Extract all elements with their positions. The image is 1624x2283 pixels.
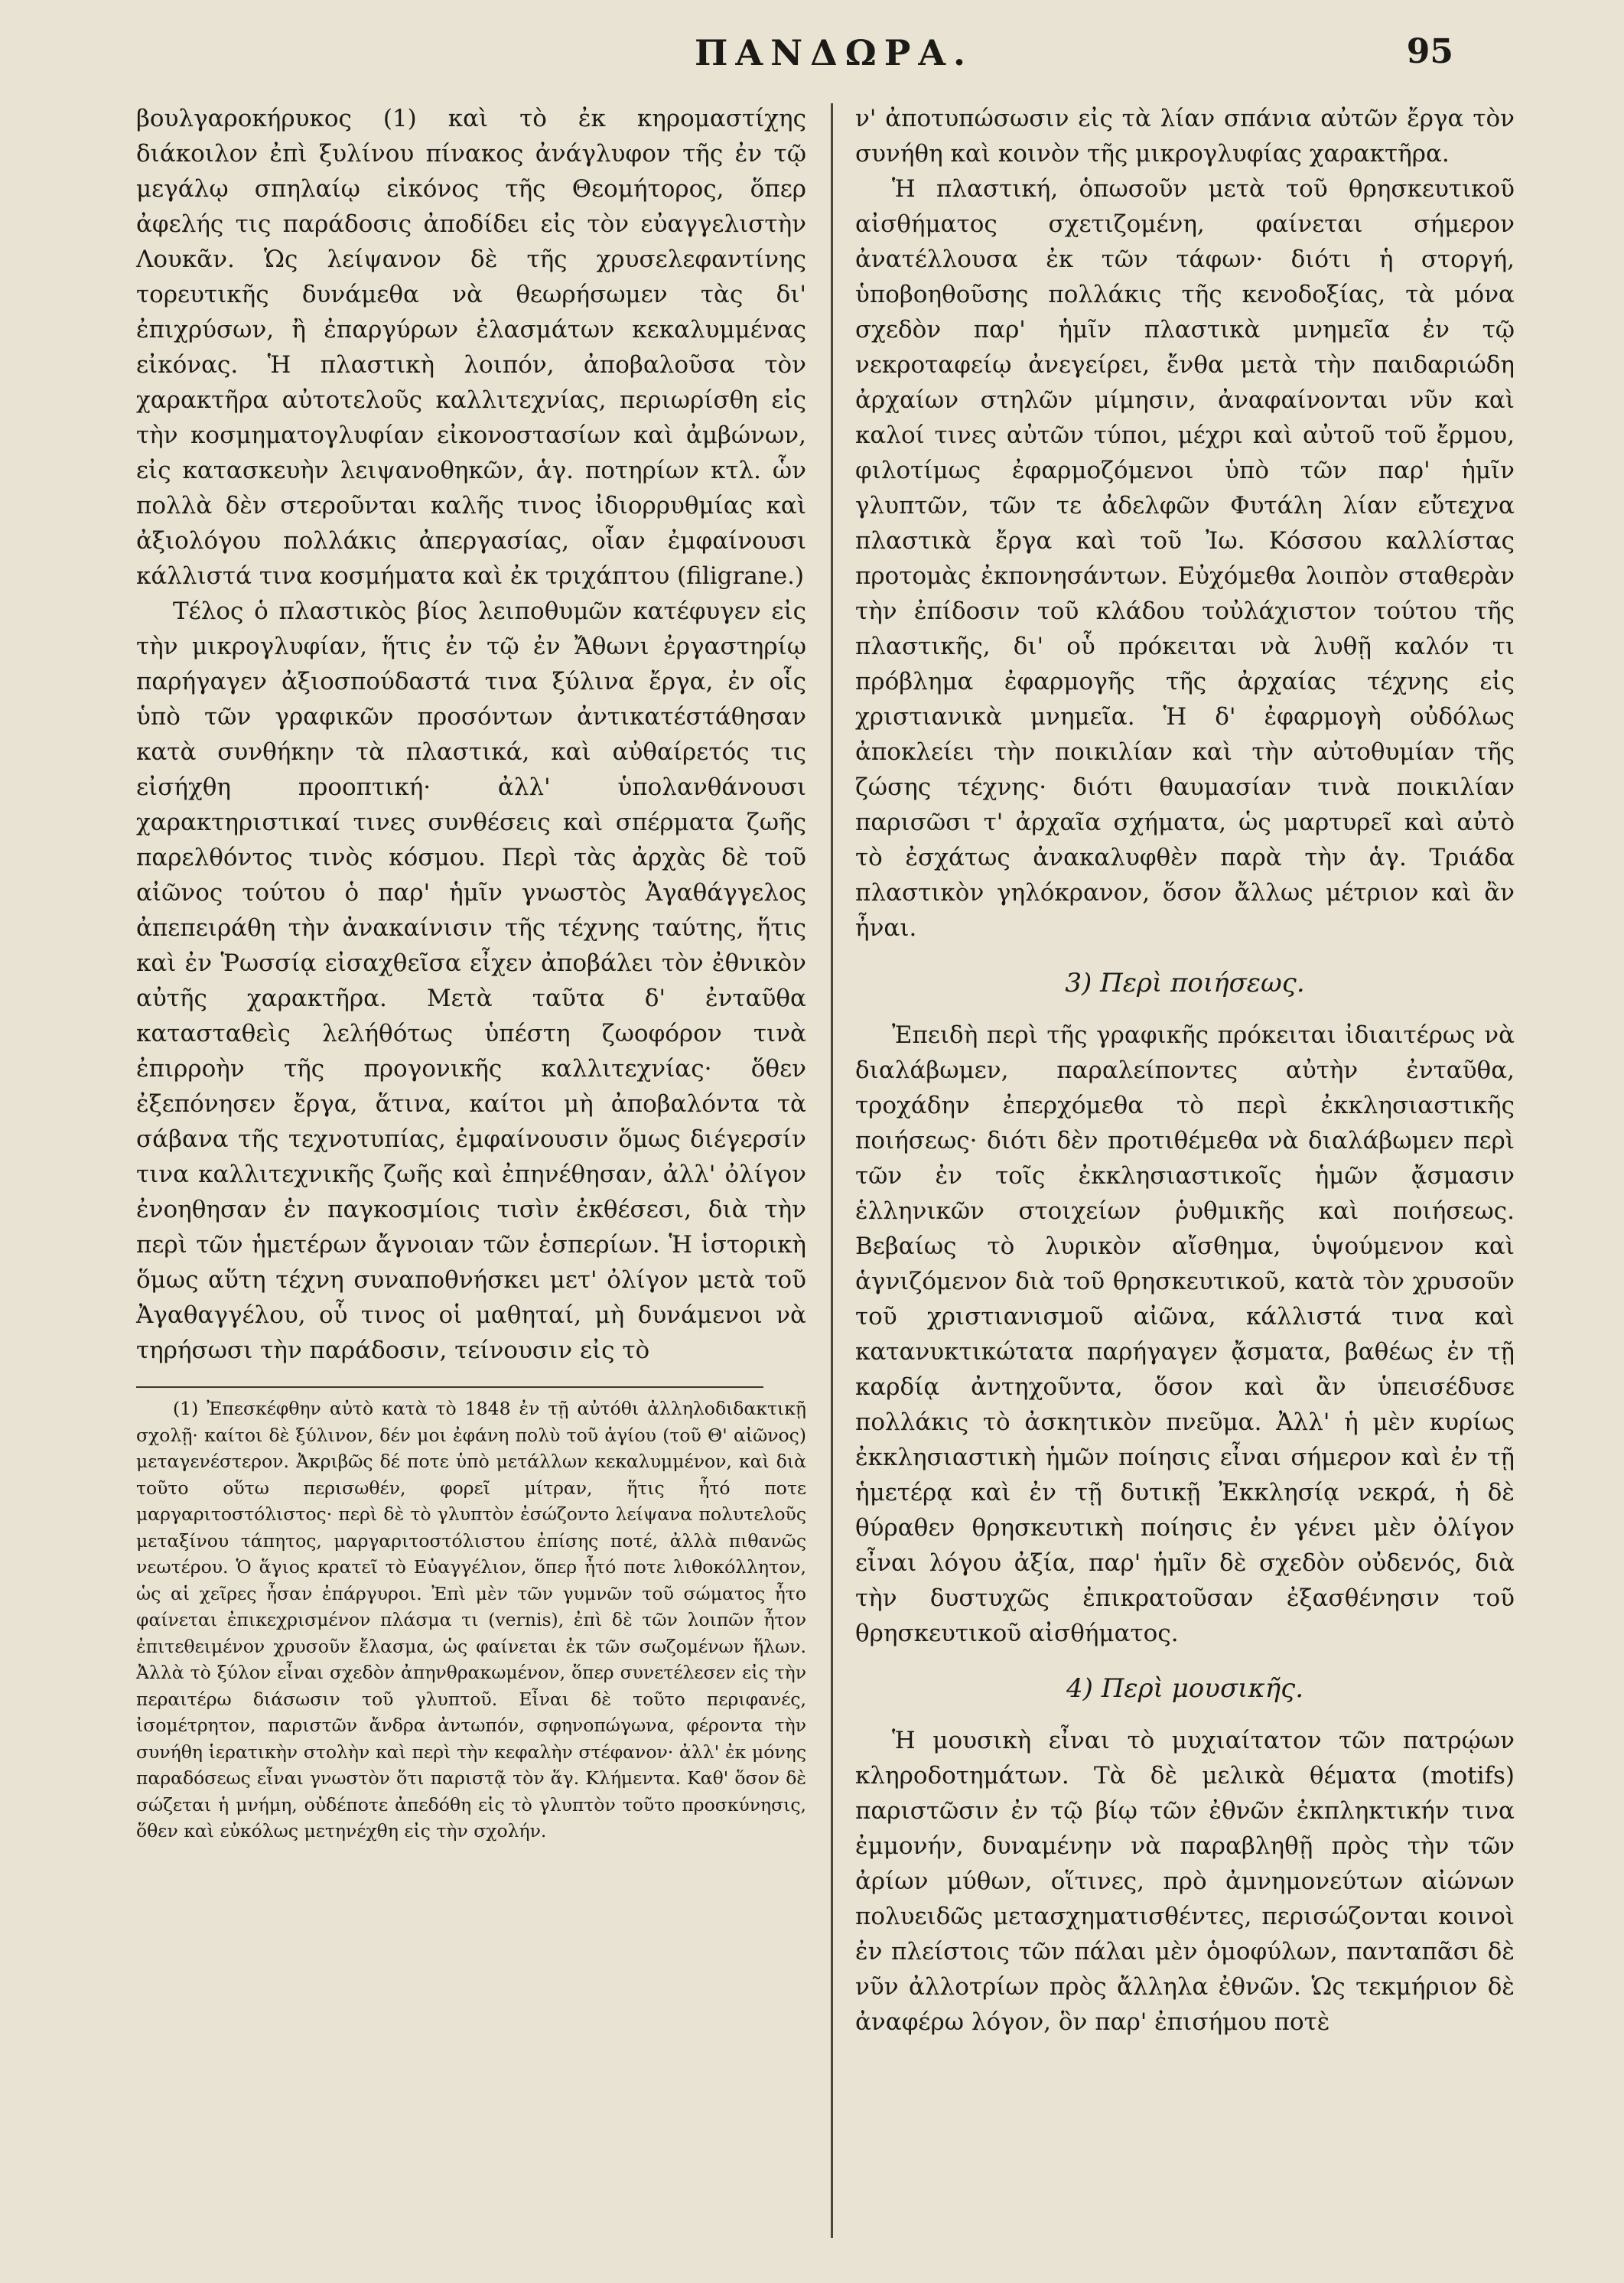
paragraph: βουλγαροκήρυκος (1) καὶ τὸ ἐκ κηρομαστίχης διάκοιλον ἐπὶ ξυλίνου πίνακος ἀνάγλυφον τῆς ἐν τῷ μεγάλῳ σπηλαίῳ εἰκόνος τῆς Θεομήτορος, ὅπερ ἀφελής τις παράδοσις ἀποδίδει εἰς τὸν εὐαγγελιστὴν Λουκᾶν. Ὡς λείψανον δὲ τῆς χρυσελεφαντίνης τορευτικῆς δυνάμεθα νὰ θεωρήσωμεν τὰς δι' ἐπιχρύσων, ἢ ἐπαργύρων ἐλασμάτων κεκαλυμμένας εἰκόνας. Ἡ πλαστικὴ λοιπόν, ἀποβαλοῦσα τὸν χαρακτῆρα αὐτοτελοῦς καλλιτεχνίας, περιωρίσθη εἰς τὴν κοσμηματογλυφίαν εἰκονοστασίων καὶ ἀμβώνων, εἰς κατασκευὴν λειψανοθηκῶν, ἁγ. ποτηρίων κτλ. ὧν πολλὰ δὲν στεροῦνται καλῆς τινος ἰδιορρυθμίας καὶ ἀξιολόγου πολλάκις ἀπεργασίας, οἷαν ἐμφαίνουσι κάλλιστά τινα κοσμήματα καὶ ἐκ τριχάπτου (filigrane.) (136, 105, 806, 590)
right-column (855, 101, 1515, 2040)
left-column (136, 101, 806, 1845)
page-number: 95 (1406, 32, 1453, 71)
paragraph: Ἡ πλαστική, ὁπωσοῦν μετὰ τοῦ θρησκευτικοῦ αἰσθήματος σχετιζομένη, φαίνεται σήμερον ἀνατέλλουσα ἐκ τῶν τάφων· διότι ἡ στοργή, ὑποβοηθοῦσης πολλάκις τῆς κενοδοξίας, τὰ μόνα σχεδὸν παρ' ἡμῖν πλαστικὰ μνημεῖα ἐν τῷ νεκροταφείῳ ἀνεγείρει, ἔνθα μετὰ τὴν παιδαριώδη ἀρχαίων στηλῶν μίμησιν, ἀναφαίνονται νῦν καὶ καλοί τινες αὐτῶν τύποι, μέχρι καὶ αὐτοῦ τοῦ ἔρμου, φιλοτίμως ἐφαρμοζόμενοι ὑπὸ τῶν παρ' ἡμῖν γλυπτῶν, τῶν τε ἀδελφῶν Φυτάλη λίαν εὔτεχνα πλαστικὰ ἔργα καὶ τοῦ Ἰω. Κόσσου καλλίστας προτομὰς ἐκπονησάντων. Εὐχόμεθα λοιπὸν σταθερὰν τὴν ἐπίδοσιν τοῦ κλάδου τοὐλάχιστον τούτου τῆς πλαστικῆς, δι' οὗ πρόκειται νὰ λυθῇ καλόν τι πρόβλημα ἐφαρμογῆς τῆς ἀρχαίας τέχνης εἰς χριστιανικὰ μνημεῖα. Ἡ δ' ἐφαρμογὴ οὐδόλως ἀποκλείει τὴν ποικιλίαν καὶ τὴν αὐτοθυμίαν τῆς ζώσης τέχνης· διότι θαυμασίαν τινὰ ποικιλίαν παρισῶσι τ' ἀρχαῖα σχήματα, ὡς μαρτυρεῖ καὶ αὐτὸ τὸ ἐσχάτως ἀνακαλυφθὲν παρὰ τὴν ἁγ. Τριάδα πλαστικὸν γηλόκρανον, ὅσον ἄλλως μέτριον καὶ ἂν ἦναι. (855, 175, 1515, 942)
footnote: (1) Ἐπεσκέφθην αὐτὸ κατὰ τὸ 1848 ἐν τῇ αὐτόθι ἀλληλοδιδακτικῇ σχολῇ· καίτοι δὲ ξύλινον, δέν μοι ἐφάνη πολὺ τοῦ ἁγίου (τοῦ Θ' αἰῶνος) μεταγενέστερον. Ἀκριβῶς δέ ποτε ὑπὸ μετάλλων κεκαλυμμένον, καὶ διὰ τοῦτο οὕτω περισωθέν, φορεῖ μίτραν, ἥτις ἦτό ποτε μαργαριτοστόλιστος· περὶ δὲ τὸ γλυπτὸν ἐσώζοντο λείψανα πολυτελοῦς μεταξίνου τάπητος, μαργαριτοστόλιστου ἐπίσης ποτέ, ἀλλὰ πιθανῶς νεωτέρου. Ὁ ἅγιος κρατεῖ τὸ Εὐαγγέλιον, ὅπερ ἦτό ποτε λιθοκόλλητον, ὡς αἱ χεῖρες ἦσαν ἐπάργυροι. Ἐπὶ μὲν τῶν γυμνῶν τοῦ σώματος ἦτο φαίνεται ἐπικεχρισμένον πλάσμα τι (vernis), ἐπὶ δὲ τῶν λοιπῶν ἦτον ἐπιτεθειμένον χρυσοῦν ἔλασμα, ὡς φαίνεται ἐκ τῶν σωζομένων ἥλων. Ἀλλὰ τὸ ξύλον εἶναι σχεδὸν ἀπηνθρακωμένον, ὅπερ συνετέλεσεν εἰς τὴν περαιτέρω διάσωσιν τοῦ γλυπτοῦ. Εἶναι δὲ τοῦτο περιφανές, ἰσομέτρητον, παριστῶν ἄνδρα ἀντωπόν, σφηνοπώγωνα, φέροντα τὴν συνήθη ἱερατικὴν στολὴν καὶ περὶ τὴν κεφαλὴν στέφανον· ἀλλ' ἐκ μόνης παραδόσεως εἶναι γνωστὸν ὅτι παριστᾷ τὸν ἅγ. Κλήμεντα. Καθ' ὅσον δὲ σώζεται ἡ μνήμη, οὐδέποτε ἀπεδόθη εἰς τὸ γλυπτὸν τοῦτο προσκύνησις, ὅθεν καὶ εὐκόλως μετηνέχθη εἰς τὴν σχολήν. (136, 1398, 806, 1842)
column-divider (831, 103, 833, 2238)
paragraph: Ἡ μουσικὴ εἶναι τὸ μυχιαίτατον τῶν πατρῴων κληροδοτημάτων. Τὰ δὲ μελικὰ θέματα (motifs) παριστῶσιν ἐν τῷ βίῳ τῶν ἐθνῶν ἐκπληκτικήν τινα ἐμμονήν, δυναμένην νὰ παραβληθῇ πρὸς τὴν τῶν ἀρίων μύθων, οἵτινες, πρὸ ἀμνημονεύτων αἰώνων πολυειδῶς μετασχηματισθέντες, περισώζονται κοινοὶ ἐν πλείστοις τῶν πάλαι μὲν ὁμοφύλων, πανταπᾶσι δὲ νῦν ἀλλοτρίων πρὸς ἄλληλα ἐθνῶν. Ὡς τεκμήριον δὲ ἀναφέρω λόγον, ὃν παρ' ἐπισήμου ποτὲ (855, 1727, 1515, 2036)
section-heading: 3) Περὶ ποιήσεως. (1065, 968, 1305, 998)
paragraph: Τέλος ὁ πλαστικὸς βίος λειποθυμῶν κατέφυγεν εἰς τὴν μικρογλυφίαν, ἥτις ἐν τῷ ἐν Ἄθωνι ἐργαστηρίῳ παρήγαγεν ἀξιοσπούδαστά τινα ξύλινα ἔργα, ἐν οἷς ὑπὸ τῶν γραφικῶν προσόντων ἀντικατέστάθησαν κατὰ συνθήκην τὰ πλαστικά, καὶ αὐθαίρετός τις εἰσήχθη προοπτική· ἀλλ' ὑπολανθάνουσι χαρακτηριστικαί τινες συνθέσεις καὶ σπέρματα ζωῆς παρελθόντος τινὸς κόσμου. Περὶ τὰς ἀρχὰς δὲ τοῦ αἰῶνος τούτου ὁ παρ' ἡμῖν γνωστὸς Ἀγαθάγγελος ἀπεπειράθη τὴν ἀνακαίνισιν τῆς τέχνης ταύτης, ἥτις καὶ ἐν Ῥωσσίᾳ εἰσαχθεῖσα εἶχεν ἀποβάλει τὸν ἐθνικὸν αὐτῆς χαρακτῆρα. Μετὰ ταῦτα δ' ἐνταῦθα κατασταθεὶς λελήθότως ὑπέστη ζωοφόρον τινὰ ἐπιρροὴν τῆς προγονικῆς καλλιτεχνίας· ὅθεν ἐξεπόνησεν ἔργα, ἅτινα, καίτοι μὴ ἀποβαλόντα τὰ σάβανα τῆς τεχνοτυπίας, ἐμφαίνουσιν ὅμως διέγερσίν τινα καλλιτεχνικῆς ζωῆς καὶ ἐπηνέθησαν, ἀλλ' ὀλίγον ἐνοηθησαν ἐν παγκοσμίοις τισὶν ἐκθέσεσι, διὰ τὴν περὶ τῶν ἡμετέρων ἄγνοιαν τῶν ἑσπερίων. Ἡ ἱστορικὴ ὅμως αὕτη τέχνη συναποθνήσκει μετ' ὀλίγον μετὰ τοῦ Ἀγαθαγγέλου, οὗ τινος οἱ μαθηταί, μὴ δυνάμενοι νὰ τηρήσωσι τὴν παράδοσιν, τείνουσιν εἰς τὸ (136, 598, 806, 1364)
footnote-rule (136, 1386, 763, 1388)
paragraph: ν' ἀποτυπώσωσιν εἰς τὰ λίαν σπάνια αὐτῶν ἔργα τὸν συνήθη καὶ κοινὸν τῆς μικρογλυφίας χαρακτῆρα. (855, 105, 1515, 168)
section-heading: 4) Περὶ μουσικῆς. (1066, 1673, 1304, 1704)
journal-title: ΠΑΝΔΩΡΑ. (694, 32, 974, 73)
paragraph: Ἐπειδὴ περὶ τῆς γραφικῆς πρόκειται ἰδιαιτέρως νὰ διαλάβωμεν, παραλείποντες αὐτὴν ἐνταῦθα, τροχάδην ἐπερχόμεθα τὸ περὶ ἐκκλησιαστικῆς ποιήσεως· διότι δὲν προτιθέμεθα νὰ διαλάβωμεν περὶ τῶν ἐν τοῖς ἐκκλησιαστικοῖς ἡμῶν ᾄσμασιν ἑλληνικῶν στοιχείων ῥυθμικῆς καὶ ποιήσεως. Βεβαίως τὸ λυρικὸν αἴσθημα, ὑψούμενον καὶ ἁγνιζόμενον διὰ τοῦ θρησκευτικοῦ, κατὰ τὸν χρυσοῦν τοῦ χριστιανισμοῦ αἰῶνα, κάλλιστά τινα καὶ κατανυκτικώτατα παρήγαγεν ᾄσματα, βαθέως ἐν τῇ καρδίᾳ ἀντηχοῦντα, ὅσον καὶ ἂν ὑπεισέδυσε πολλάκις τὸ ἀσκητικὸν πνεῦμα. Ἀλλ' ἡ μὲν κυρίως ἐκκλησιαστικὴ ἡμῶν ποίησις εἶναι σήμερον καὶ ἐν τῇ ἡμετέρᾳ καὶ ἐν τῇ δυτικῇ Ἐκκλησίᾳ νεκρά, ἡ δὲ θύραθεν θρησκευτικὴ ποίησις ἐν γένει μὲν ὀλίγον εἶναι λόγου ἀξία, παρ' ἡμῖν δὲ σχεδὸν οὐδενός, διὰ τὴν δυστυχῶς ἐπικρατοῦσαν ἐξασθένησιν τοῦ θρησκευτικοῦ αἰσθήματος. (855, 1021, 1515, 1647)
running-header (138, 32, 1530, 86)
